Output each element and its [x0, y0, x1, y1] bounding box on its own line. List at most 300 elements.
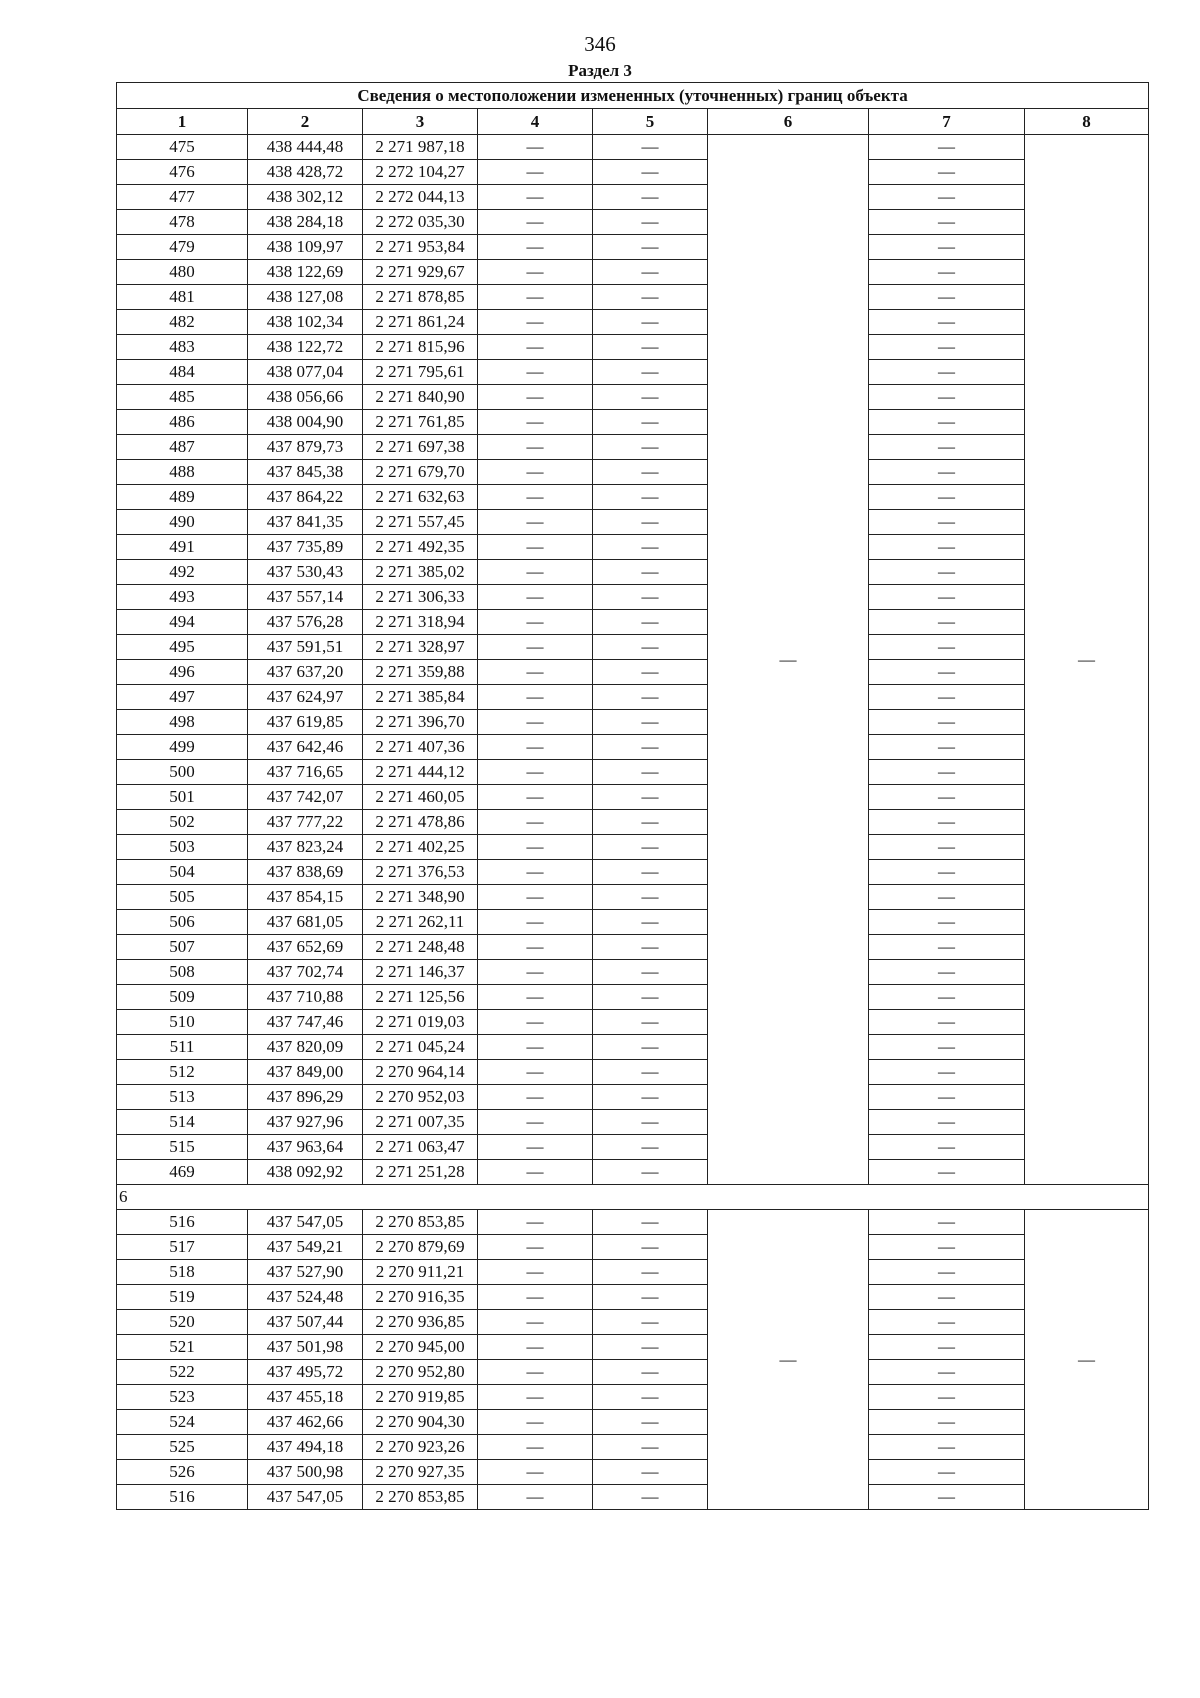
table-row — [117, 1010, 1149, 1035]
x-coordinate-cell: 438 122,72 — [248, 335, 363, 360]
point-number-cell: 488 — [117, 460, 248, 485]
column-7-cell: — — [869, 1335, 1025, 1360]
column-7-cell: — — [869, 1035, 1025, 1060]
column-5-cell: — — [593, 485, 708, 510]
column-5-cell: — — [593, 1410, 708, 1435]
column-5-cell: — — [593, 1210, 708, 1235]
column-4-cell: — — [478, 960, 593, 985]
x-coordinate-cell: 437 823,24 — [248, 835, 363, 860]
point-number-cell: 525 — [117, 1435, 248, 1460]
column-5-cell: — — [593, 1110, 708, 1135]
point-number-cell: 478 — [117, 210, 248, 235]
column-4-cell: — — [478, 1485, 593, 1510]
point-number-cell: 494 — [117, 610, 248, 635]
point-number-cell: 510 — [117, 1010, 248, 1035]
column-5-cell: — — [593, 210, 708, 235]
column-4-cell: — — [478, 1285, 593, 1310]
column-4-cell: — — [478, 285, 593, 310]
column-4-cell: — — [478, 785, 593, 810]
column-header: 1 — [117, 109, 248, 135]
table-row — [117, 585, 1149, 610]
point-number-cell: 501 — [117, 785, 248, 810]
point-number-cell: 475 — [117, 135, 248, 160]
point-number-cell: 516 — [117, 1210, 248, 1235]
column-4-cell: — — [478, 910, 593, 935]
point-number-cell: 480 — [117, 260, 248, 285]
table-row — [117, 885, 1149, 910]
column-5-cell: — — [593, 685, 708, 710]
y-coordinate-cell: 2 272 044,13 — [363, 185, 478, 210]
x-coordinate-cell: 437 530,43 — [248, 560, 363, 585]
column-7-cell: — — [869, 1210, 1025, 1235]
column-5-cell: — — [593, 635, 708, 660]
column-4-cell: — — [478, 1310, 593, 1335]
column-7-cell: — — [869, 1360, 1025, 1385]
column-7-cell: — — [869, 410, 1025, 435]
x-coordinate-cell: 437 591,51 — [248, 635, 363, 660]
table-row — [117, 460, 1149, 485]
point-number-cell: 518 — [117, 1260, 248, 1285]
column-4-cell: — — [478, 760, 593, 785]
point-number-cell: 497 — [117, 685, 248, 710]
x-coordinate-cell: 437 849,00 — [248, 1060, 363, 1085]
column-5-cell: — — [593, 1435, 708, 1460]
x-coordinate-cell: 437 854,15 — [248, 885, 363, 910]
column-7-cell: — — [869, 960, 1025, 985]
y-coordinate-cell: 2 271 359,88 — [363, 660, 478, 685]
column-4-cell: — — [478, 210, 593, 235]
table-row — [117, 235, 1149, 260]
table-row — [117, 560, 1149, 585]
x-coordinate-cell: 437 500,98 — [248, 1460, 363, 1485]
y-coordinate-cell: 2 271 306,33 — [363, 585, 478, 610]
x-coordinate-cell: 437 619,85 — [248, 710, 363, 735]
column-7-cell: — — [869, 335, 1025, 360]
column-5-cell: — — [593, 610, 708, 635]
column-7-cell: — — [869, 1410, 1025, 1435]
table-row — [117, 835, 1149, 860]
table-row — [117, 260, 1149, 285]
column-4-cell: — — [478, 585, 593, 610]
column-5-cell: — — [593, 460, 708, 485]
point-number-cell: 526 — [117, 1460, 248, 1485]
y-coordinate-cell: 2 270 936,85 — [363, 1310, 478, 1335]
column-5-cell: — — [593, 1285, 708, 1310]
point-number-cell: 522 — [117, 1360, 248, 1385]
x-coordinate-cell: 437 501,98 — [248, 1335, 363, 1360]
x-coordinate-cell: 437 963,64 — [248, 1135, 363, 1160]
y-coordinate-cell: 2 270 923,26 — [363, 1435, 478, 1460]
table-row — [117, 1360, 1149, 1385]
y-coordinate-cell: 2 270 879,69 — [363, 1235, 478, 1260]
x-coordinate-cell: 437 507,44 — [248, 1310, 363, 1335]
point-number-cell: 499 — [117, 735, 248, 760]
column-7-cell: — — [869, 385, 1025, 410]
column-5-cell: — — [593, 1010, 708, 1035]
column-7-cell: — — [869, 1135, 1025, 1160]
column-7-cell: — — [869, 1060, 1025, 1085]
column-7-cell: — — [869, 185, 1025, 210]
point-number-cell: 504 — [117, 860, 248, 885]
column-4-cell: — — [478, 885, 593, 910]
x-coordinate-cell: 438 109,97 — [248, 235, 363, 260]
column-5-cell: — — [593, 185, 708, 210]
column-5-cell: — — [593, 410, 708, 435]
column-header: 5 — [593, 109, 708, 135]
table-row — [117, 1385, 1149, 1410]
y-coordinate-cell: 2 271 318,94 — [363, 610, 478, 635]
point-number-cell: 505 — [117, 885, 248, 910]
table-row — [117, 910, 1149, 935]
point-number-cell: 520 — [117, 1310, 248, 1335]
x-coordinate-cell: 438 428,72 — [248, 160, 363, 185]
y-coordinate-cell: 2 271 328,97 — [363, 635, 478, 660]
point-number-cell: 507 — [117, 935, 248, 960]
x-coordinate-cell: 437 681,05 — [248, 910, 363, 935]
table-row — [117, 1160, 1149, 1185]
table-row — [117, 685, 1149, 710]
column-7-cell: — — [869, 710, 1025, 735]
y-coordinate-cell: 2 271 929,67 — [363, 260, 478, 285]
x-coordinate-cell: 437 841,35 — [248, 510, 363, 535]
point-number-cell: 500 — [117, 760, 248, 785]
column-5-cell: — — [593, 435, 708, 460]
table-row — [117, 1460, 1149, 1485]
column-7-cell: — — [869, 1110, 1025, 1135]
column-4-cell: — — [478, 485, 593, 510]
column-header: 7 — [869, 109, 1025, 135]
column-5-cell: — — [593, 310, 708, 335]
merged-column-6-cell: — — [708, 135, 869, 1185]
column-5-cell: — — [593, 135, 708, 160]
column-7-cell: — — [869, 985, 1025, 1010]
x-coordinate-cell: 438 284,18 — [248, 210, 363, 235]
point-number-cell: 486 — [117, 410, 248, 435]
y-coordinate-cell: 2 271 987,18 — [363, 135, 478, 160]
column-4-cell: — — [478, 710, 593, 735]
column-4-cell: — — [478, 735, 593, 760]
point-number-cell: 489 — [117, 485, 248, 510]
y-coordinate-cell: 2 271 019,03 — [363, 1010, 478, 1035]
y-coordinate-cell: 2 271 376,53 — [363, 860, 478, 885]
x-coordinate-cell: 437 845,38 — [248, 460, 363, 485]
table-row — [117, 1285, 1149, 1310]
x-coordinate-cell: 438 127,08 — [248, 285, 363, 310]
point-number-cell: 506 — [117, 910, 248, 935]
column-7-cell: — — [869, 1010, 1025, 1035]
point-number-cell: 517 — [117, 1235, 248, 1260]
y-coordinate-cell: 2 271 248,48 — [363, 935, 478, 960]
column-4-cell: — — [478, 660, 593, 685]
column-4-cell: — — [478, 1035, 593, 1060]
x-coordinate-cell: 438 004,90 — [248, 410, 363, 435]
x-coordinate-cell: 437 455,18 — [248, 1385, 363, 1410]
column-4-cell: — — [478, 1010, 593, 1035]
table-row — [117, 960, 1149, 985]
x-coordinate-cell: 437 702,74 — [248, 960, 363, 985]
column-7-cell: — — [869, 735, 1025, 760]
column-7-cell: — — [869, 635, 1025, 660]
column-5-cell: — — [593, 535, 708, 560]
x-coordinate-cell: 437 549,21 — [248, 1235, 363, 1260]
point-number-cell: 498 — [117, 710, 248, 735]
table-row — [117, 660, 1149, 685]
y-coordinate-cell: 2 271 679,70 — [363, 460, 478, 485]
column-5-cell: — — [593, 285, 708, 310]
y-coordinate-cell: 2 270 904,30 — [363, 1410, 478, 1435]
y-coordinate-cell: 2 270 952,03 — [363, 1085, 478, 1110]
column-5-cell: — — [593, 510, 708, 535]
column-4-cell: — — [478, 1435, 593, 1460]
column-header: 6 — [708, 109, 869, 135]
column-4-cell: — — [478, 410, 593, 435]
column-5-cell: — — [593, 710, 708, 735]
column-4-cell: — — [478, 835, 593, 860]
point-number-cell: 479 — [117, 235, 248, 260]
column-4-cell: — — [478, 1235, 593, 1260]
column-4-cell: — — [478, 635, 593, 660]
y-coordinate-cell: 2 271 478,86 — [363, 810, 478, 835]
x-coordinate-cell: 438 122,69 — [248, 260, 363, 285]
column-header: 4 — [478, 109, 593, 135]
column-7-cell: — — [869, 235, 1025, 260]
column-4-cell: — — [478, 1260, 593, 1285]
section-title: Раздел 3 — [568, 61, 632, 80]
point-number-cell: 519 — [117, 1285, 248, 1310]
x-coordinate-cell: 437 838,69 — [248, 860, 363, 885]
y-coordinate-cell: 2 271 460,05 — [363, 785, 478, 810]
table-row — [117, 285, 1149, 310]
column-7-cell: — — [869, 935, 1025, 960]
y-coordinate-cell: 2 271 385,84 — [363, 685, 478, 710]
column-5-cell: — — [593, 760, 708, 785]
table-row — [117, 1110, 1149, 1135]
x-coordinate-cell: 437 747,46 — [248, 1010, 363, 1035]
y-coordinate-cell: 2 271 840,90 — [363, 385, 478, 410]
column-4-cell: — — [478, 235, 593, 260]
column-7-cell: — — [869, 1460, 1025, 1485]
column-4-cell: — — [478, 1060, 593, 1085]
subsection-row — [117, 1185, 1149, 1210]
y-coordinate-cell: 2 271 262,11 — [363, 910, 478, 935]
column-5-cell: — — [593, 385, 708, 410]
column-4-cell: — — [478, 1160, 593, 1185]
column-header: 2 — [248, 109, 363, 135]
column-5-cell: — — [593, 785, 708, 810]
column-4-cell: — — [478, 460, 593, 485]
y-coordinate-cell: 2 271 878,85 — [363, 285, 478, 310]
column-4-cell: — — [478, 435, 593, 460]
x-coordinate-cell: 437 527,90 — [248, 1260, 363, 1285]
column-4-cell: — — [478, 385, 593, 410]
y-coordinate-cell: 2 271 861,24 — [363, 310, 478, 335]
column-4-cell: — — [478, 135, 593, 160]
column-5-cell: — — [593, 1360, 708, 1385]
point-number-cell: 516 — [117, 1485, 248, 1510]
column-header: 8 — [1025, 109, 1149, 135]
table-row — [117, 385, 1149, 410]
y-coordinate-cell: 2 271 385,02 — [363, 560, 478, 585]
column-5-cell: — — [593, 735, 708, 760]
point-number-cell: 514 — [117, 1110, 248, 1135]
x-coordinate-cell: 437 624,97 — [248, 685, 363, 710]
column-5-cell: — — [593, 1235, 708, 1260]
y-coordinate-cell: 2 271 492,35 — [363, 535, 478, 560]
column-7-cell: — — [869, 910, 1025, 935]
table-caption: Сведения о местоположении измененных (уточненных) границ объекта — [117, 83, 1149, 109]
table-row — [117, 485, 1149, 510]
column-7-cell: — — [869, 1235, 1025, 1260]
y-coordinate-cell: 2 271 045,24 — [363, 1035, 478, 1060]
point-number-cell: 524 — [117, 1410, 248, 1435]
column-4-cell: — — [478, 810, 593, 835]
column-4-cell: — — [478, 685, 593, 710]
column-4-cell: — — [478, 510, 593, 535]
table-row — [117, 435, 1149, 460]
column-7-cell: — — [869, 885, 1025, 910]
table-row — [117, 735, 1149, 760]
column-5-cell: — — [593, 860, 708, 885]
x-coordinate-cell: 437 462,66 — [248, 1410, 363, 1435]
column-7-cell: — — [869, 810, 1025, 835]
table-row — [117, 1410, 1149, 1435]
y-coordinate-cell: 2 271 815,96 — [363, 335, 478, 360]
table-row — [117, 985, 1149, 1010]
table-row — [117, 760, 1149, 785]
column-5-cell: — — [593, 835, 708, 860]
table-row — [117, 1435, 1149, 1460]
column-5-cell: — — [593, 1260, 708, 1285]
x-coordinate-cell: 437 642,46 — [248, 735, 363, 760]
column-5-cell: — — [593, 1335, 708, 1360]
column-7-cell: — — [869, 860, 1025, 885]
y-coordinate-cell: 2 271 632,63 — [363, 485, 478, 510]
y-coordinate-cell: 2 271 146,37 — [363, 960, 478, 985]
column-7-cell: — — [869, 160, 1025, 185]
table-row — [117, 1060, 1149, 1085]
y-coordinate-cell: 2 271 348,90 — [363, 885, 478, 910]
table-row — [117, 335, 1149, 360]
y-coordinate-cell: 2 271 063,47 — [363, 1135, 478, 1160]
point-number-cell: 511 — [117, 1035, 248, 1060]
x-coordinate-cell: 437 896,29 — [248, 1085, 363, 1110]
column-5-cell: — — [593, 160, 708, 185]
column-4-cell: — — [478, 185, 593, 210]
y-coordinate-cell: 2 271 125,56 — [363, 985, 478, 1010]
column-5-cell: — — [593, 1485, 708, 1510]
table-row — [117, 1485, 1149, 1510]
subsection-label: 6 — [117, 1185, 1149, 1210]
y-coordinate-cell: 2 271 007,35 — [363, 1110, 478, 1135]
column-4-cell: — — [478, 935, 593, 960]
column-5-cell: — — [593, 260, 708, 285]
x-coordinate-cell: 438 444,48 — [248, 135, 363, 160]
column-4-cell: — — [478, 1110, 593, 1135]
point-number-cell: 476 — [117, 160, 248, 185]
y-coordinate-cell: 2 270 952,80 — [363, 1360, 478, 1385]
table-row — [117, 1235, 1149, 1260]
point-number-cell: 495 — [117, 635, 248, 660]
column-4-cell: — — [478, 1210, 593, 1235]
column-4-cell: — — [478, 1335, 593, 1360]
column-4-cell: — — [478, 560, 593, 585]
column-7-cell: — — [869, 1285, 1025, 1310]
table-row — [117, 510, 1149, 535]
column-4-cell: — — [478, 985, 593, 1010]
column-7-cell: — — [869, 135, 1025, 160]
table-row — [117, 610, 1149, 635]
x-coordinate-cell: 437 820,09 — [248, 1035, 363, 1060]
column-5-cell: — — [593, 1135, 708, 1160]
y-coordinate-cell: 2 270 853,85 — [363, 1210, 478, 1235]
column-7-cell: — — [869, 660, 1025, 685]
column-7-cell: — — [869, 1260, 1025, 1285]
table-row — [117, 310, 1149, 335]
column-7-cell: — — [869, 360, 1025, 385]
column-4-cell: — — [478, 1135, 593, 1160]
point-number-cell: 490 — [117, 510, 248, 535]
x-coordinate-cell: 437 864,22 — [248, 485, 363, 510]
column-5-cell: — — [593, 585, 708, 610]
table-row — [117, 185, 1149, 210]
y-coordinate-cell: 2 272 035,30 — [363, 210, 478, 235]
column-4-cell: — — [478, 310, 593, 335]
column-4-cell: — — [478, 535, 593, 560]
table-row — [117, 635, 1149, 660]
column-4-cell: — — [478, 160, 593, 185]
column-5-cell: — — [593, 1385, 708, 1410]
point-number-cell: 484 — [117, 360, 248, 385]
column-4-cell: — — [478, 1460, 593, 1485]
table-row — [117, 410, 1149, 435]
column-5-cell: — — [593, 1160, 708, 1185]
boundary-coordinates-table — [116, 82, 1149, 1510]
column-7-cell: — — [869, 585, 1025, 610]
column-7-cell: — — [869, 785, 1025, 810]
column-7-cell: — — [869, 435, 1025, 460]
table-row — [117, 360, 1149, 385]
point-number-cell: 508 — [117, 960, 248, 985]
table-row — [117, 935, 1149, 960]
column-5-cell: — — [593, 810, 708, 835]
x-coordinate-cell: 438 302,12 — [248, 185, 363, 210]
y-coordinate-cell: 2 271 402,25 — [363, 835, 478, 860]
column-5-cell: — — [593, 660, 708, 685]
column-5-cell: — — [593, 910, 708, 935]
x-coordinate-cell: 437 547,05 — [248, 1485, 363, 1510]
x-coordinate-cell: 438 056,66 — [248, 385, 363, 410]
y-coordinate-cell: 2 270 919,85 — [363, 1385, 478, 1410]
column-4-cell: — — [478, 335, 593, 360]
column-7-cell: — — [869, 260, 1025, 285]
column-7-cell: — — [869, 1085, 1025, 1110]
table-row — [117, 1210, 1149, 1235]
y-coordinate-cell: 2 271 444,12 — [363, 760, 478, 785]
table-row — [117, 710, 1149, 735]
column-4-cell: — — [478, 260, 593, 285]
y-coordinate-cell: 2 272 104,27 — [363, 160, 478, 185]
table-caption-row — [117, 83, 1149, 109]
column-7-cell: — — [869, 835, 1025, 860]
y-coordinate-cell: 2 271 953,84 — [363, 235, 478, 260]
x-coordinate-cell: 437 495,72 — [248, 1360, 363, 1385]
y-coordinate-cell: 2 270 853,85 — [363, 1485, 478, 1510]
column-4-cell: — — [478, 1410, 593, 1435]
point-number-cell: 515 — [117, 1135, 248, 1160]
point-number-cell: 491 — [117, 535, 248, 560]
point-number-cell: 483 — [117, 335, 248, 360]
column-4-cell: — — [478, 360, 593, 385]
